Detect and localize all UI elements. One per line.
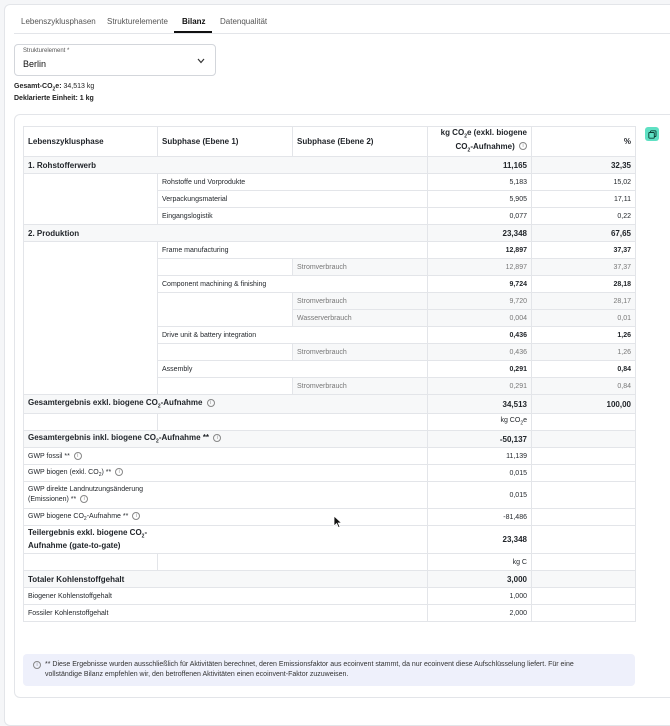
info-icon[interactable]: i bbox=[74, 452, 82, 460]
declared-unit-line: Deklarierte Einheit: 1 kg bbox=[14, 95, 94, 102]
table-row: 2. Produktion 23,348 67,65 bbox=[24, 225, 636, 242]
table-row: Eingangslogistik 0,077 0,22 bbox=[24, 208, 636, 225]
table-row: Stromverbrauch 12,897 37,37 bbox=[24, 259, 636, 276]
table-row: Rohstoffe und Vorprodukte 5,183 15,02 bbox=[24, 174, 636, 191]
note-line-2: vollständige Bilanz empfehlen wir, den betroffenen Aktivitäten einen ecoinvent-Faktor zuzuweisen. bbox=[45, 671, 349, 678]
info-icon[interactable]: i bbox=[80, 495, 88, 503]
header-kg: kg $CO_2e$ (exkl. biogene $CO_2-Aufnahme$) i bbox=[428, 127, 532, 157]
table-row: Verpackungsmaterial 5,905 17,11 bbox=[24, 191, 636, 208]
table-header-row bbox=[24, 127, 636, 157]
note-line-1: ** Diese Ergebnisse wurden ausschließlich für Aktivitäten berechnet, deren Emissionsfaktor aus ecoinvent stammt, da nur ecoinvent diese Aufschlüsselung liefert. Für eine bbox=[45, 661, 574, 668]
table-row-total: Gesamtergebnis inkl. biogene $CO_2$-Aufnahme ** i -50,137 bbox=[24, 431, 636, 448]
balance-table bbox=[23, 126, 636, 622]
cursor-icon bbox=[333, 515, 343, 529]
info-icon: i bbox=[33, 661, 41, 669]
tab-strukturelemente[interactable]: Strukturelemente bbox=[107, 17, 168, 26]
table-row-unit: kg $CO_2e$ bbox=[24, 414, 636, 431]
info-note bbox=[23, 654, 635, 686]
active-tab-indicator bbox=[174, 31, 212, 33]
table-row: Wasserverbrauch 0,004 0,01 bbox=[24, 310, 636, 327]
header-sub1: Subphase (Ebene 1) bbox=[158, 127, 293, 157]
table-row: GWP biogen (exkl. $CO_2$) ** i 0,015 bbox=[24, 465, 636, 482]
header-sub2: Subphase (Ebene 2) bbox=[293, 127, 428, 157]
table-row-total: Gesamtergebnis exkl. biogene $CO_2$-Aufnahme i 34,513 100,00 bbox=[24, 395, 636, 414]
table-row-unit: kg C bbox=[24, 554, 636, 571]
table-row: GWP biogene $CO_2$-Aufnahme ** i -81,486 bbox=[24, 509, 636, 526]
copy-icon bbox=[648, 130, 657, 139]
total-co2-value: 34,513 kg bbox=[63, 83, 95, 90]
total-co2-line: Gesamt-$CO_2e$: 34,513 kg bbox=[14, 83, 95, 93]
select-value: Berlin bbox=[23, 59, 47, 69]
table-row: Stromverbrauch 0,291 0,84 bbox=[24, 378, 636, 395]
declared-unit-value: 1 kg bbox=[79, 95, 94, 102]
table-row-total: Totaler Kohlenstoffgehalt 3,000 bbox=[24, 571, 636, 588]
table-row: Frame manufacturing 12,897 37,37 bbox=[24, 242, 636, 259]
header-pct: % bbox=[532, 127, 636, 157]
table-row: Assembly 0,291 0,84 bbox=[24, 361, 636, 378]
tab-bilanz[interactable]: Bilanz bbox=[182, 17, 206, 26]
table-row: Stromverbrauch 0,436 1,26 bbox=[24, 344, 636, 361]
table-row: Biogener Kohlenstoffgehalt 1,000 bbox=[24, 588, 636, 605]
table-row: GWP direkte Landnutzungsänderung (Emissionen) ** i 0,015 bbox=[24, 482, 636, 509]
table-row: Stromverbrauch 9,720 28,17 bbox=[24, 293, 636, 310]
strukturelement-select[interactable] bbox=[14, 44, 216, 76]
info-icon[interactable]: i bbox=[213, 434, 221, 442]
table-row: 1. Rohstofferwerb 11,165 32,35 bbox=[24, 157, 636, 174]
table-row: Fossiler Kohlenstoffgehalt 2,000 bbox=[24, 605, 636, 622]
table-row: Drive unit & battery integration 0,436 1,26 bbox=[24, 327, 636, 344]
chevron-down-icon bbox=[197, 58, 205, 64]
select-label: Strukturelement * bbox=[23, 48, 70, 54]
table-row: Component machining & finishing 9,724 28,18 bbox=[24, 276, 636, 293]
table-row-total: Teilergebnis exkl. biogene $CO_2-$ Aufnahme (gate-to-gate) 23,348 bbox=[24, 526, 636, 554]
info-icon[interactable]: i bbox=[207, 399, 215, 407]
table-row: GWP fossil ** i 11,139 bbox=[24, 448, 636, 465]
info-icon[interactable]: i bbox=[132, 512, 140, 520]
header-phase: Lebenszyklusphase bbox=[24, 127, 158, 157]
copy-button[interactable] bbox=[645, 127, 659, 141]
tab-datenqualitaet[interactable]: Datenqualität bbox=[220, 17, 268, 26]
info-icon[interactable]: i bbox=[115, 468, 123, 476]
info-icon[interactable]: i bbox=[519, 142, 527, 150]
tab-bar bbox=[14, 9, 670, 34]
tab-lebenszyklusphasen[interactable]: Lebenszyklusphasen bbox=[21, 17, 96, 26]
